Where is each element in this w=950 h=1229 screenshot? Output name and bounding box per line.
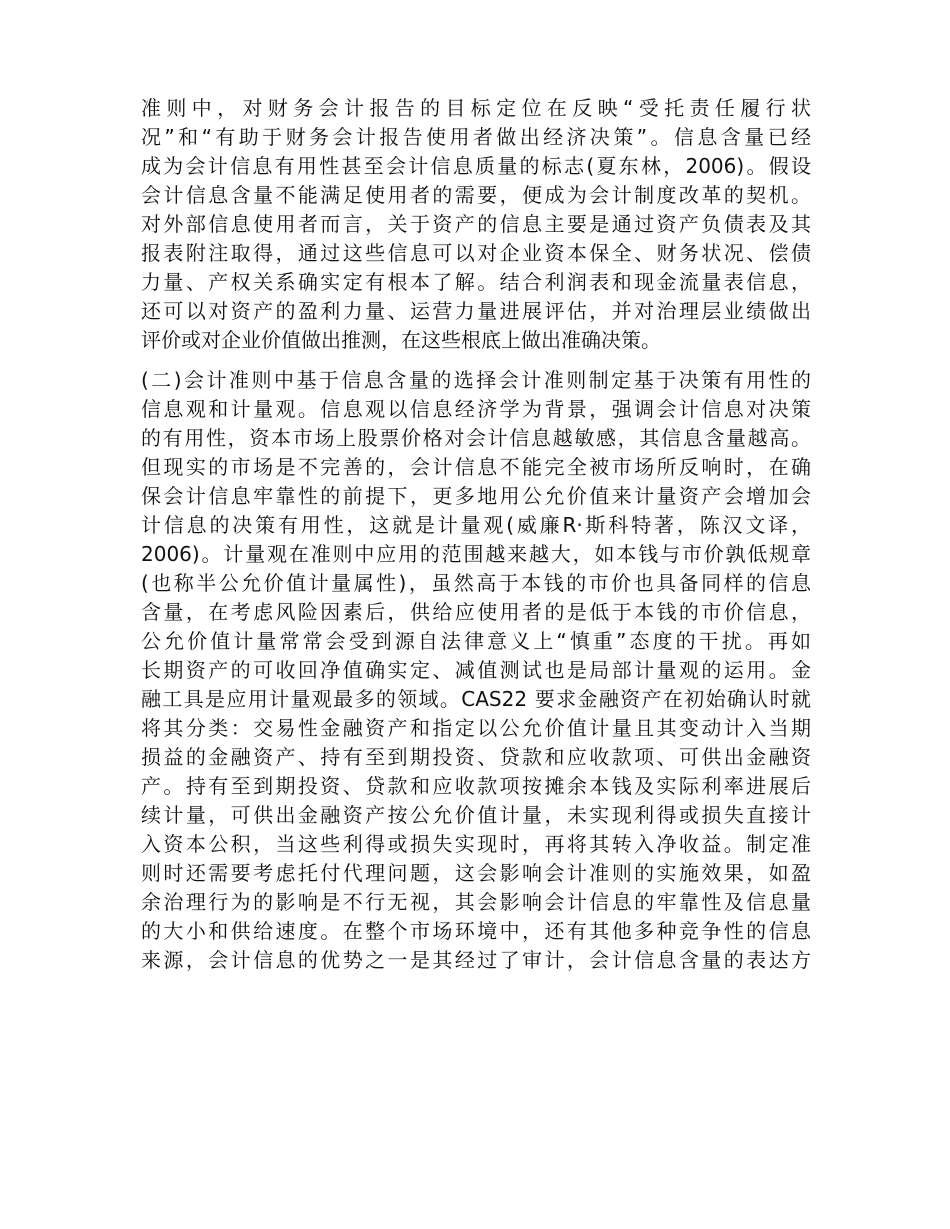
paragraph-line: 产。持有至到期投资、贷款和应收款项按摊余本钱及实际利率进展后 bbox=[141, 774, 811, 798]
paragraph-line: 含量，在考虑风险因素后，供给应使用者的是低于本钱的市价信息， bbox=[141, 600, 811, 624]
paragraph-line: 2006)。计量观在准则中应用的范围越来越大，如本钱与市价孰低规章 bbox=[141, 542, 811, 566]
paragraph-line: 对外部信息使用者而言，关于资产的信息主要是通过资产负债表及其 bbox=[141, 212, 811, 236]
paragraph-line: 准则中，对财务会计报告的目标定位在反映“受托责任履行状 bbox=[141, 96, 811, 120]
paragraph-1 bbox=[141, 94, 811, 355]
paragraph-line: 的有用性，资本市场上股票价格对会计信息越敏感，其信息含量越高。 bbox=[141, 426, 811, 450]
paragraph-line: (也称半公允价值计量属性)，虽然高于本钱的市价也具备同样的信息 bbox=[141, 571, 811, 595]
paragraph-line: 保会计信息牢靠性的前提下，更多地用公允价值来计量资产会增加会 bbox=[141, 484, 811, 508]
paragraph-line: 况”和“有助于财务会计报告使用者做出经济决策”。信息含量已经 bbox=[141, 125, 811, 149]
paragraph-line: 将其分类：交易性金融资产和指定以公允价值计量且其变动计入当期 bbox=[141, 716, 811, 740]
paragraph-line: 报表附注取得，通过这些信息可以对企业资本保全、财务状况、偿债 bbox=[141, 241, 811, 265]
paragraph-line: 来源，会计信息的优势之一是其经过了审计，会计信息含量的表达方 bbox=[141, 948, 811, 972]
paragraph-line: 成为会计信息有用性甚至会计信息质量的标志(夏东林，2006)。假设 bbox=[141, 154, 811, 178]
paragraph-line: 的大小和供给速度。在整个市场环境中，还有其他多种竞争性的信息 bbox=[141, 919, 811, 943]
paragraph-line: 续计量，可供出金融资产按公允价值计量，未实现利得或损失直接计 bbox=[141, 803, 811, 827]
paragraph-line: 损益的金融资产、持有至到期投资、贷款和应收款项、可供出金融资 bbox=[141, 745, 811, 769]
paragraph-line: (二)会计准则中基于信息含量的选择会计准则制定基于决策有用性的 bbox=[141, 368, 811, 392]
paragraph-line: 计信息的决策有用性，这就是计量观(威廉R·斯科特著，陈汉文译， bbox=[141, 513, 811, 537]
paragraph-line: 入资本公积，当这些利得或损失实现时，再将其转入净收益。制定准 bbox=[141, 832, 811, 856]
paragraph-line: 但现实的市场是不完善的，会计信息不能完全被市场所反响时，在确 bbox=[141, 455, 811, 479]
paragraph-line: 力量、产权关系确实定有根本了解。结合利润表和现金流量表信息， bbox=[141, 270, 811, 294]
paragraph-2 bbox=[141, 366, 811, 975]
paragraph-line: 还可以对资产的盈利力量、运营力量进展评估，并对治理层业绩做出 bbox=[141, 299, 811, 323]
paragraph-line: 融工具是应用计量观最多的领域。CAS22 要求金融资产在初始确认时就 bbox=[141, 687, 811, 711]
paragraph-line: 评价或对企业价值做出推测，在这些根底上做出准确决策。 bbox=[141, 328, 661, 352]
paragraph-line: 长期资产的可收回净值确实定、减值测试也是局部计量观的运用。金 bbox=[141, 658, 811, 682]
paragraph-line: 则时还需要考虑托付代理问题，这会影响会计准则的实施效果，如盈 bbox=[141, 861, 811, 885]
paragraph-line: 会计信息含量不能满足使用者的需要，便成为会计制度改革的契机。 bbox=[141, 183, 811, 207]
paragraph-line: 余治理行为的影响是不行无视，其会影响会计信息的牢靠性及信息量 bbox=[141, 890, 811, 914]
paragraph-line: 公允价值计量常常会受到源自法律意义上“慎重”态度的干扰。再如 bbox=[141, 629, 811, 653]
paragraph-line: 信息观和计量观。信息观以信息经济学为背景，强调会计信息对决策 bbox=[141, 397, 811, 421]
